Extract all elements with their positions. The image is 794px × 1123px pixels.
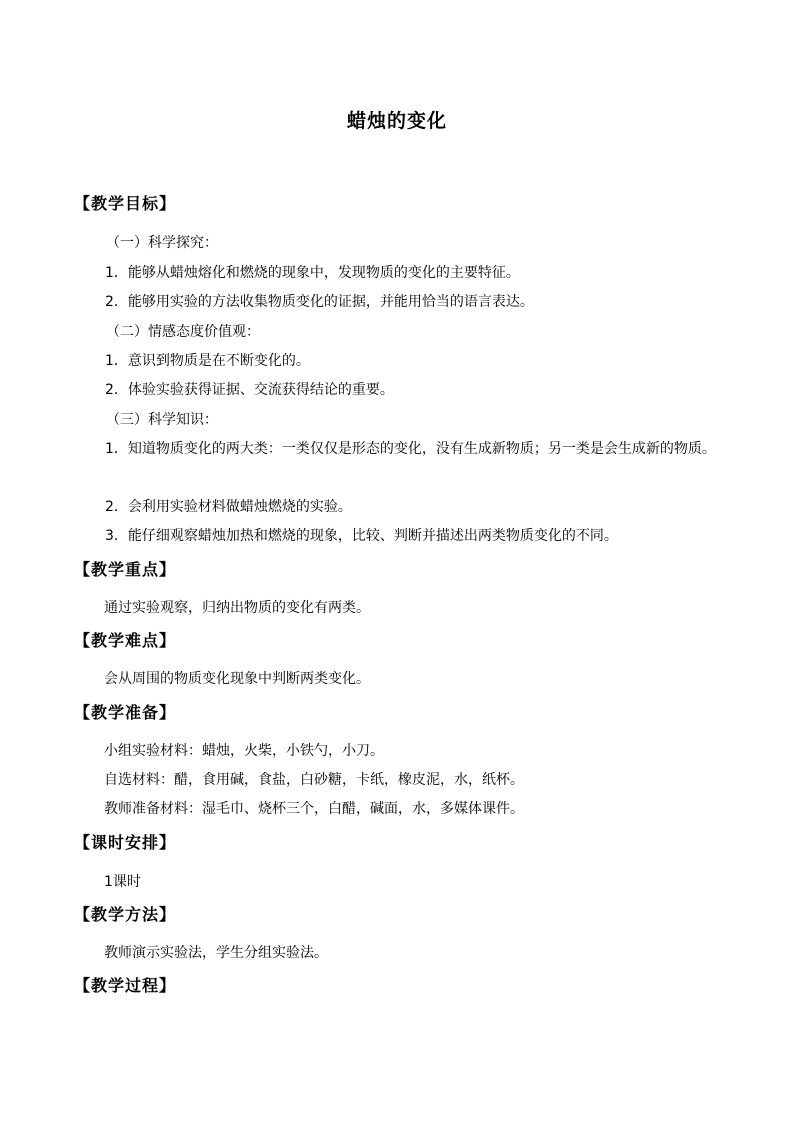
preparation-heading: 【教学准备】 xyxy=(74,703,177,722)
difficulties-text: 会从周围的物质变化现象中判断两类变化。 xyxy=(104,671,370,687)
emotion-values-label: （二）情感态度价值观： xyxy=(106,324,260,340)
objective-item: 1．知道物质变化的两大类：一类仅仅是形态的变化，没有生成新物质；另一类是会生成新的物质。 xyxy=(105,441,716,457)
methods-text: 教师演示实验法，学生分组实验法。 xyxy=(104,945,328,961)
document-title: 蜡烛的变化 xyxy=(346,110,447,132)
key-points-heading: 【教学重点】 xyxy=(74,560,177,579)
schedule-heading: 【课时安排】 xyxy=(74,833,177,852)
process-heading: 【教学过程】 xyxy=(74,976,177,995)
objective-item: 2．会利用实验材料做蜡烛燃烧的实验。 xyxy=(105,499,352,515)
objective-item: 1．能够从蜡烛熔化和燃烧的现象中，发现物质的变化的主要特征。 xyxy=(105,265,520,281)
key-points-text: 通过实验观察，归纳出物质的变化有两类。 xyxy=(104,600,370,616)
difficulties-heading: 【教学难点】 xyxy=(74,631,177,650)
objective-item: 1．意识到物质是在不断变化的。 xyxy=(105,353,310,369)
science-knowledge-label: （三）科学知识： xyxy=(106,412,218,428)
science-inquiry-label: （一）科学探究： xyxy=(106,235,218,251)
objective-item: 2．能够用实验的方法收集物质变化的证据，并能用恰当的语言表达。 xyxy=(105,294,534,310)
preparation-item: 自选材料：醋，食用碱，食盐，白砂糖，卡纸，橡皮泥，水，纸杯。 xyxy=(104,772,524,788)
objectives-heading: 【教学目标】 xyxy=(74,194,177,213)
objective-item: 2．体验实验获得证据、交流获得结论的重要。 xyxy=(105,382,394,398)
preparation-item: 教师准备材料：湿毛巾、烧杯三个，白醋，碱面，水，多媒体课件。 xyxy=(104,801,524,817)
preparation-item: 小组实验材料：蜡烛，火柴，小铁勺，小刀。 xyxy=(104,743,384,759)
methods-heading: 【教学方法】 xyxy=(74,905,177,924)
objective-item: 3．能仔细观察蜡烛加热和燃烧的现象，比较、判断并描述出两类物质变化的不同。 xyxy=(105,528,618,544)
schedule-text: 1课时 xyxy=(104,874,141,890)
